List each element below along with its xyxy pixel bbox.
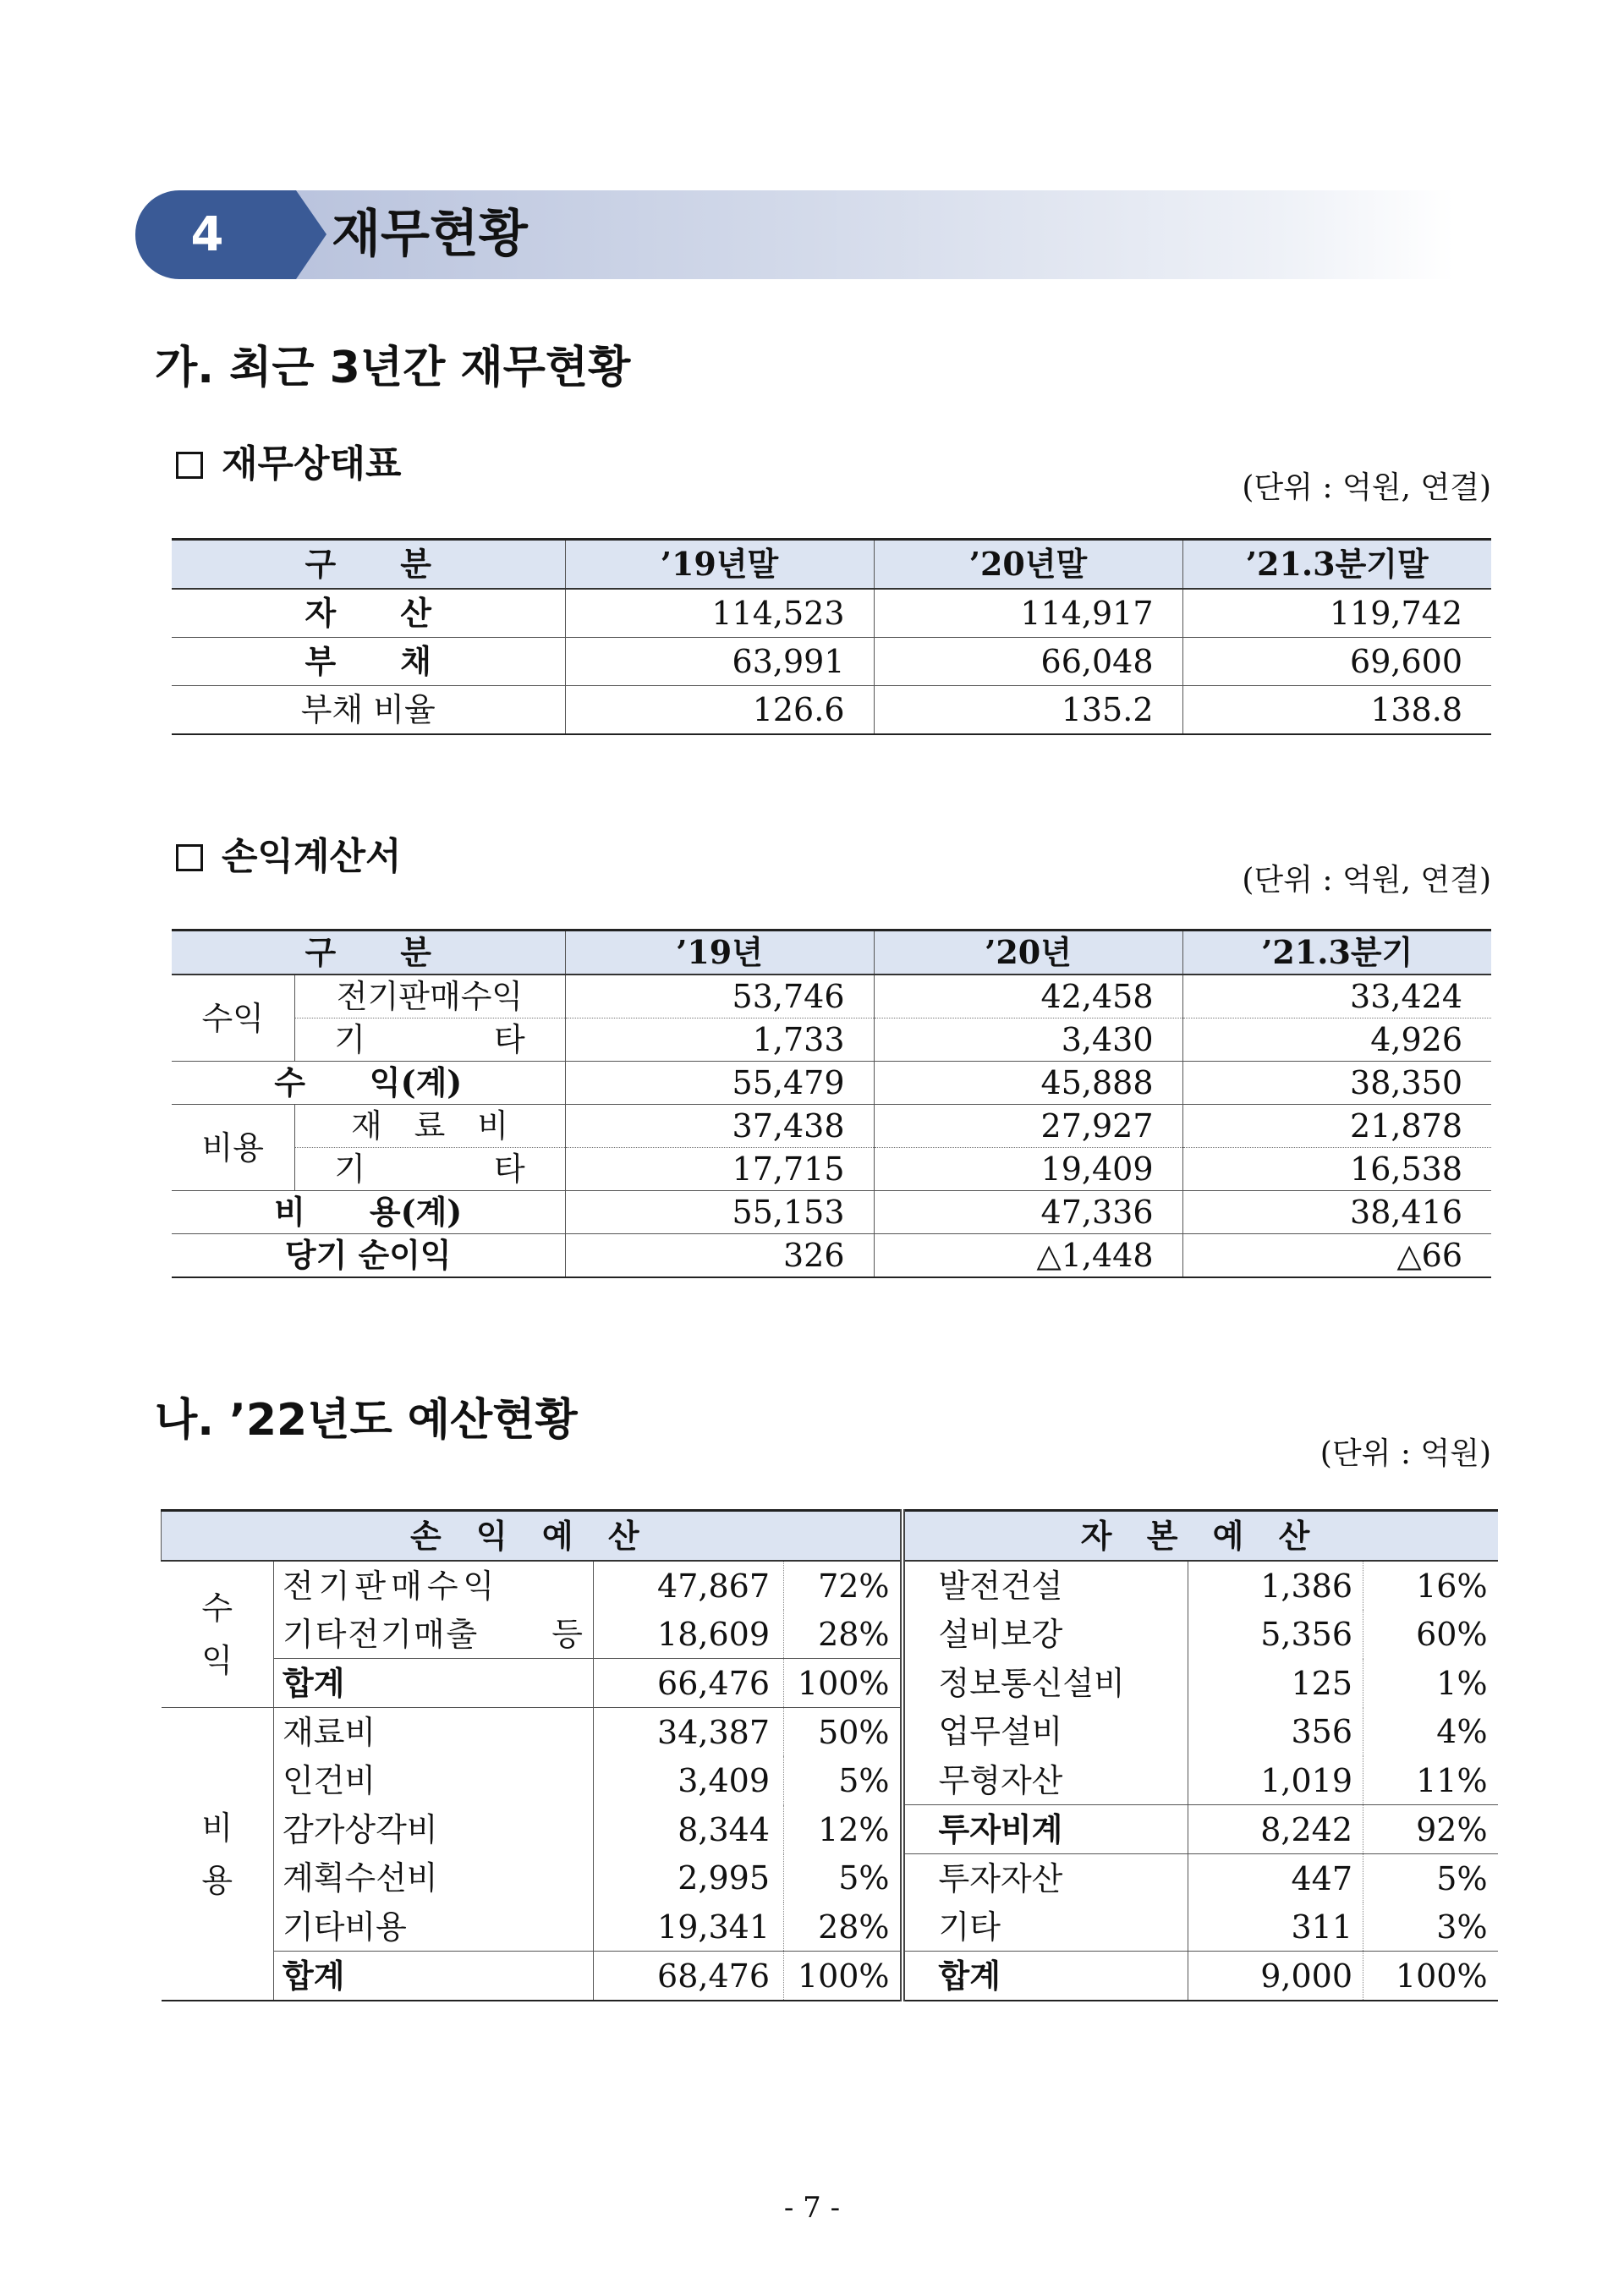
pl-item-amount: 19,341	[594, 1902, 784, 1952]
capital-item-label: 발전건설	[903, 1561, 1188, 1610]
pl-budget-header: 손 익 예 산	[162, 1511, 903, 1562]
expense-group-label: 비용	[162, 1708, 274, 2001]
capital-item-pct: 16%	[1363, 1561, 1498, 1610]
cell-value: 135.2	[874, 686, 1182, 735]
cell-value: △1,448	[874, 1234, 1182, 1278]
cell-value: 1,733	[565, 1018, 874, 1062]
header-col: ’21.3분기말	[1182, 540, 1491, 590]
cell-value: 53,746	[565, 975, 874, 1018]
capital-item-amount: 311	[1188, 1902, 1363, 1952]
pl-item-label: 전기판매수익	[274, 1561, 594, 1610]
cell-value: 138.8	[1182, 686, 1491, 735]
pl-item-pct: 100%	[784, 1659, 903, 1708]
banner-arrow	[296, 190, 326, 279]
table-row	[172, 1191, 1491, 1234]
cell-value: 38,416	[1182, 1191, 1491, 1234]
capital-item-label: 기타	[903, 1902, 1188, 1952]
cell-value: 45,888	[874, 1062, 1182, 1105]
cell-value: 17,715	[565, 1148, 874, 1191]
row-label: 당기 순이익	[172, 1234, 565, 1278]
cell-value: 21,878	[1182, 1105, 1491, 1148]
pl-item-label: 재료비	[274, 1708, 594, 1757]
section-title: 재무현황	[332, 205, 528, 264]
header-col: ’20년	[874, 931, 1182, 975]
cell-value: 42,458	[874, 975, 1182, 1018]
capital-item-pct: 11%	[1363, 1756, 1498, 1805]
income-statement-unit: (단위 : 억원, 연결)	[1242, 863, 1491, 898]
table-row	[162, 1561, 1498, 1610]
cell-value: 27,927	[874, 1105, 1182, 1148]
capital-item-label: 투자자산	[903, 1854, 1188, 1903]
pl-item-label: 기타전기매출 등	[274, 1610, 594, 1659]
pl-item-pct: 12%	[784, 1805, 903, 1854]
table-row	[162, 1854, 1498, 1903]
table-row	[162, 1659, 1498, 1708]
capital-item-label: 업무설비	[903, 1708, 1188, 1757]
table-header-row	[172, 540, 1491, 590]
pl-item-label: 인건비	[274, 1756, 594, 1805]
capital-subtotal-label: 투자비계	[903, 1805, 1188, 1854]
capital-item-label: 설비보강	[903, 1610, 1188, 1659]
row-label: 기 타	[294, 1018, 565, 1062]
pl-item-amount: 3,409	[594, 1756, 784, 1805]
cell-value: 126.6	[565, 686, 874, 735]
table-row	[172, 1018, 1491, 1062]
capital-item-amount: 9,000	[1188, 1952, 1363, 2001]
cell-value: 69,600	[1182, 638, 1491, 686]
capital-item-pct: 4%	[1363, 1708, 1498, 1757]
header-col: ’19년	[565, 931, 874, 975]
table-row	[172, 1148, 1491, 1191]
revenue-group-label: 수익	[201, 1589, 233, 1679]
table-row	[172, 1062, 1491, 1105]
income-statement-table	[172, 929, 1491, 1278]
capital-item-pct: 60%	[1363, 1610, 1498, 1659]
pl-item-label: 계획수선비	[274, 1854, 594, 1903]
capital-item-label: 정보통신설비	[903, 1659, 1188, 1708]
balance-sheet-title: 재무상태표	[222, 442, 402, 486]
header-col: ’19년말	[565, 540, 874, 590]
cell-value: 19,409	[874, 1148, 1182, 1191]
table-row	[162, 1708, 1498, 1757]
pl-item-pct: 100%	[784, 1952, 903, 2001]
balance-sheet-heading	[176, 433, 402, 487]
header-category: 구 분	[172, 931, 565, 975]
cell-value: 37,438	[565, 1105, 874, 1148]
pl-item-pct: 28%	[784, 1610, 903, 1659]
table-row	[172, 638, 1491, 686]
pl-item-pct: 72%	[784, 1561, 903, 1610]
pl-item-pct: 5%	[784, 1756, 903, 1805]
row-label: 전기판매수익	[294, 975, 565, 1018]
pl-item-pct: 28%	[784, 1902, 903, 1952]
table-row	[162, 1952, 1498, 2001]
pl-item-amount: 66,476	[594, 1659, 784, 1708]
capital-item-label: 무형자산	[903, 1756, 1188, 1805]
table-row	[172, 1105, 1491, 1148]
cell-value: 66,048	[874, 638, 1182, 686]
revenue-group-label: 수익	[172, 975, 294, 1062]
checkbox-square-icon	[176, 452, 203, 479]
table-row	[162, 1902, 1498, 1952]
row-label: 비 용(계)	[172, 1191, 565, 1234]
cell-value: 3,430	[874, 1018, 1182, 1062]
capital-item-pct: 92%	[1363, 1805, 1498, 1854]
balance-sheet-table	[172, 538, 1491, 735]
pl-total-label: 합계	[274, 1659, 594, 1708]
capital-item-amount: 8,242	[1188, 1805, 1363, 1854]
cell-value: 114,523	[565, 589, 874, 638]
pl-item-amount: 2,995	[594, 1854, 784, 1903]
checkbox-square-icon	[176, 844, 203, 871]
part-b-title: 나. ’22년도 예산현황	[155, 1395, 578, 1446]
capital-item-amount: 5,356	[1188, 1610, 1363, 1659]
cell-value: 114,917	[874, 589, 1182, 638]
cell-value: 119,742	[1182, 589, 1491, 638]
table-row	[162, 1756, 1498, 1805]
section-banner	[135, 190, 1455, 279]
row-label: 부 채	[172, 638, 565, 686]
header-col: ’20년말	[874, 540, 1182, 590]
table-header-row	[162, 1511, 1498, 1562]
page-number: - 7 -	[783, 2191, 841, 2225]
capital-budget-header: 자 본 예 산	[903, 1511, 1498, 1562]
header-category: 구 분	[172, 540, 565, 590]
capital-total-label: 합계	[903, 1952, 1188, 2001]
cell-value: 33,424	[1182, 975, 1491, 1018]
pl-item-pct: 50%	[784, 1708, 903, 1757]
income-statement-title: 손익계산서	[222, 835, 402, 878]
income-statement-heading	[176, 826, 402, 880]
pl-total-label: 합계	[274, 1952, 594, 2001]
table-row	[162, 1805, 1498, 1854]
budget-unit: (단위 : 억원)	[1320, 1436, 1491, 1471]
pl-item-amount: 8,344	[594, 1805, 784, 1854]
capital-item-pct: 1%	[1363, 1659, 1498, 1708]
part-a-title: 가. 최근 3년간 재무현황	[155, 343, 631, 393]
cell-value: 4,926	[1182, 1018, 1491, 1062]
capital-item-amount: 125	[1188, 1659, 1363, 1708]
row-label: 수 익(계)	[172, 1062, 565, 1105]
capital-item-amount: 447	[1188, 1854, 1363, 1903]
section-number: 4	[135, 190, 296, 279]
table-row	[172, 686, 1491, 735]
cell-value: 47,336	[874, 1191, 1182, 1234]
cell-value: 38,350	[1182, 1062, 1491, 1105]
pl-item-amount: 68,476	[594, 1952, 784, 2001]
capital-item-amount: 1,386	[1188, 1561, 1363, 1610]
capital-item-amount: 1,019	[1188, 1756, 1363, 1805]
row-label: 자 산	[172, 589, 565, 638]
pl-item-pct: 5%	[784, 1854, 903, 1903]
table-row	[172, 589, 1491, 638]
cell-value: 55,479	[565, 1062, 874, 1105]
cell-value: 326	[565, 1234, 874, 1278]
capital-item-pct: 100%	[1363, 1952, 1498, 2001]
table-header-row	[172, 931, 1491, 975]
header-col: ’21.3분기	[1182, 931, 1491, 975]
pl-item-label: 기타비용	[274, 1902, 594, 1952]
expense-group-label: 비용	[172, 1105, 294, 1191]
cell-value: 63,991	[565, 638, 874, 686]
table-row	[172, 1234, 1491, 1278]
budget-table	[161, 1509, 1498, 2001]
capital-item-pct: 3%	[1363, 1902, 1498, 1952]
table-row	[162, 1610, 1498, 1659]
cell-value: △66	[1182, 1234, 1491, 1278]
pl-item-amount: 34,387	[594, 1708, 784, 1757]
pl-item-amount: 47,867	[594, 1561, 784, 1610]
row-label: 기 타	[294, 1148, 565, 1191]
row-label: 재 료 비	[294, 1105, 565, 1148]
pl-item-label: 감가상각비	[274, 1805, 594, 1854]
pl-item-amount: 18,609	[594, 1610, 784, 1659]
cell-value: 16,538	[1182, 1148, 1491, 1191]
row-label: 부채 비율	[172, 686, 565, 735]
balance-sheet-unit: (단위 : 억원, 연결)	[1242, 470, 1491, 505]
cell-value: 55,153	[565, 1191, 874, 1234]
table-row	[172, 975, 1491, 1018]
capital-item-pct: 5%	[1363, 1854, 1498, 1903]
capital-item-amount: 356	[1188, 1708, 1363, 1757]
